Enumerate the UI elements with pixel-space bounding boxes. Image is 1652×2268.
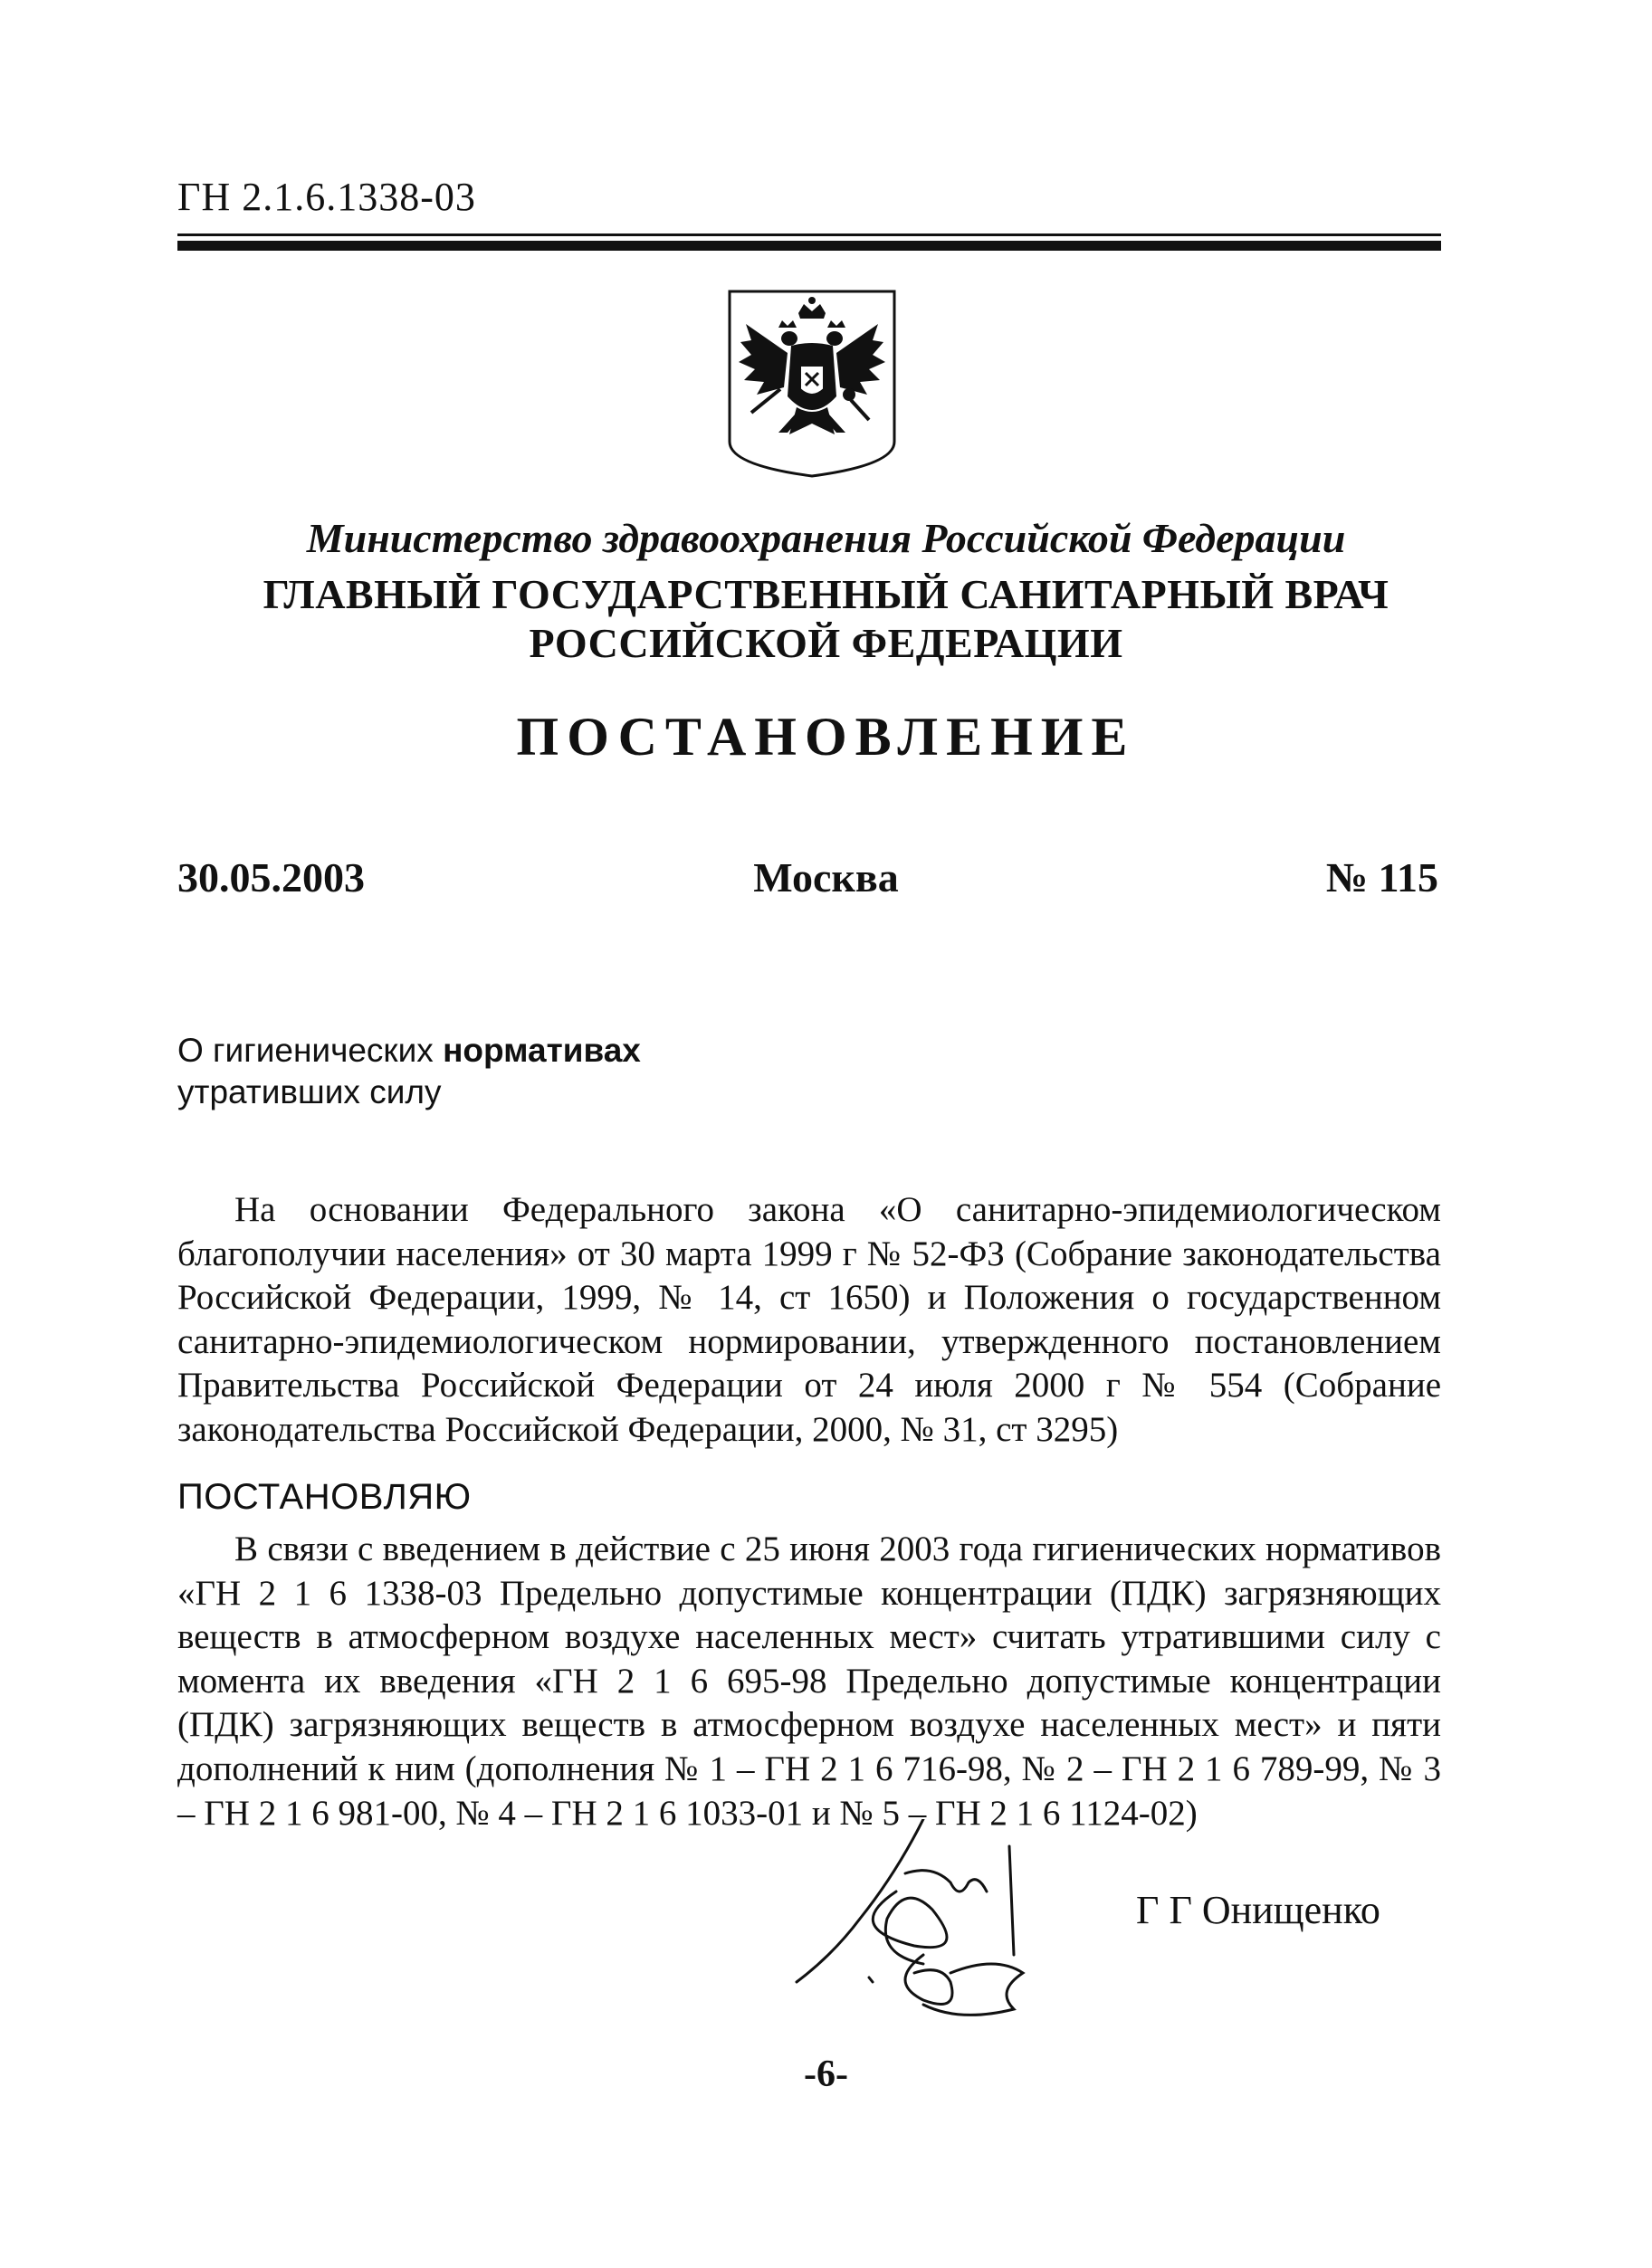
decree-city: Москва — [753, 854, 899, 901]
coat-of-arms-emblem-icon — [724, 288, 900, 480]
header-rule-thin — [177, 233, 1441, 236]
decree-number: № 115 — [1325, 854, 1438, 901]
subject-line-1 — [177, 1030, 641, 1072]
subject-line-1-bold: нормативах — [443, 1032, 641, 1069]
subject-line-1-normal: О гигиенических — [177, 1032, 444, 1069]
subject-line-2: утративших силу — [177, 1073, 442, 1110]
document-code: ГН 2.1.6.1338-03 — [177, 175, 476, 219]
handwritten-signature-icon — [788, 1819, 1077, 2027]
authority-title-line-2: РОССИЙСКОЙ ФЕДЕРАЦИИ — [529, 620, 1123, 666]
resolution-paragraph: В связи с введением в действие с 25 июня 2003 года гигиенических нормативов «ГН 2 1 6 1338-03 Предельно допустимые концентрации (ПДК) загрязняющих веществ в атмосферном воздухе населенных мест» считать утратившими силу с момента их введения «ГН 2 1 6 695-98 Предельно допустимые концентрации (ПДК) загрязняющих веществ в атмосферном воздухе населенных мест» и пяти дополнений к ним (дополнения № 1 – ГН 2 1 6 716-98, № 2 – ГН 2 1 6 789-99, № 3 – ГН 2 1 6 981-00, № 4 – ГН 2 1 6 1033-01 и № 5 – ГН 2 1 6 1124-02) — [177, 1529, 1441, 1833]
coat-of-arms-svg — [724, 288, 900, 480]
preamble-paragraph: На основании Федерального закона «О санитарно-эпидемиологическом благополучии населения» от 30 марта 1999 г № 52-ФЗ (Собрание законодательства Российской Федерации, 1999, № 14, ст 1650) и Положения о государственном санитарно-эпидемиологическом нормировании, утвержденного постановлением Правительства Российской Федерации от 24 июля 2000 г № 554 (Собрание законодательства Российской Федерации, 2000, № 31, ст 3295) — [177, 1190, 1441, 1449]
signature-svg — [788, 1819, 1077, 2027]
ministry-name: Министерство здравоохранения Российской Федерации — [306, 515, 1346, 561]
decree-title: ПОСТАНОВЛЕНИЕ — [516, 707, 1136, 767]
header-rule-thick — [177, 241, 1441, 251]
decree-date: 30.05.2003 — [177, 854, 365, 901]
resolve-heading: ПОСТАНОВЛЯЮ — [177, 1477, 472, 1517]
signer-name: Г Г Онищенко — [1136, 1888, 1380, 1932]
authority-title-line-1: ГЛАВНЫЙ ГОСУДАРСТВЕННЫЙ САНИТАРНЫЙ ВРАЧ — [263, 571, 1389, 617]
page-number: -6- — [804, 2054, 848, 2095]
decree-subject — [177, 1030, 641, 1113]
